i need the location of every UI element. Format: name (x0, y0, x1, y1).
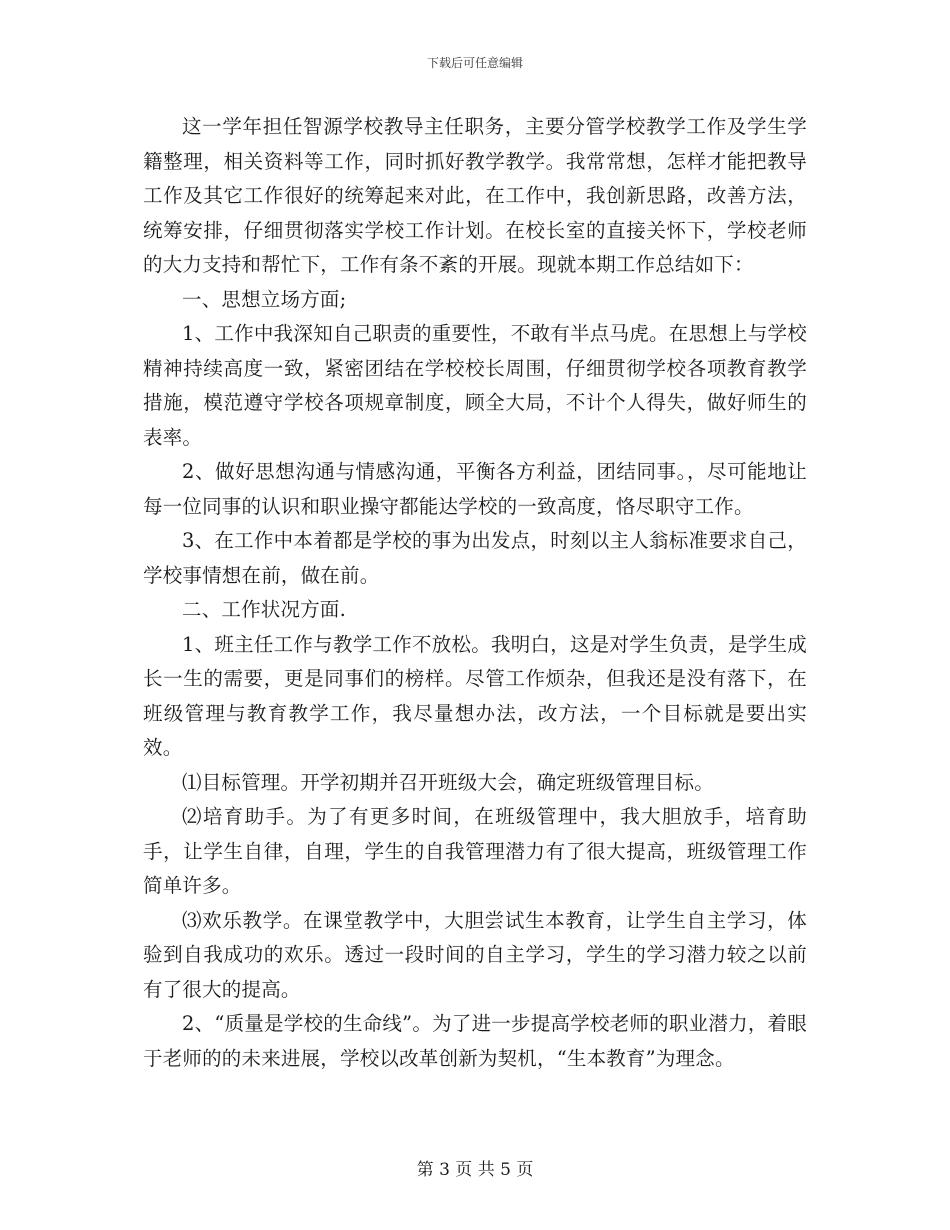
page-header: 下载后可任意编辑 (426, 56, 523, 70)
paragraph-ideology-1: 1、工作中我深知自己职责的重要性，不敢有半点马虎。在思想上与学校精神持续高度一致，紧密团结在学校校长周围，仔细贯彻学校各项教育教学措施，模范遵守学校各项规章制度，顾全大局，不计个人得失，做好师生的表率。 (143, 322, 807, 449)
paragraph-ideology-3: 3、在工作中本着都是学校的事为出发点，时刻以主人翁标准要求自己，学校事情想在前，做在前。 (143, 529, 807, 587)
paragraph-work-1-item-3: ⑶欢乐教学。在课堂教学中，大胆尝试生本教育，让学生自主学习，体验到自我成功的欢乐。透过一段时间的自主学习，学生的学习潜力较之以前有了很大的提高。 (143, 908, 807, 1001)
paragraph-intro: 这一学年担任智源学校教导主任职务，主要分管学校教学工作及学生学籍整理，相关资料等工作，同时抓好教学教学。我常常想，怎样才能把教导工作及其它工作很好的统筹起来对此，在工作中，我创新思路，改善方法，统筹安排，仔细贯彻落实学校工作计划。在校长室的直接关怀下，学校老师的大力支持和帮忙下，工作有条不紊的开展。现就本期工作总结如下： (143, 115, 807, 276)
section-heading-work: 二、工作状况方面. (182, 598, 346, 621)
paragraph-work-1-item-2: ⑵培育助手。为了有更多时间，在班级管理中，我大胆放手，培育助手，让学生自律，自理，学生的自我管理潜力有了很大提高，班级管理工作简单许多。 (143, 805, 807, 897)
paragraph-work-1-item-1: ⑴目标管理。开学初期并召开班级大会，确定班级管理目标。 (182, 770, 714, 794)
page-number: 第 3 页 共 5 页 (416, 1160, 534, 1180)
paragraph-work-1: 1、班主任工作与教学工作不放松。我明白，这是对学生负责，是学生成长一生的需要，更是同事们的榜样。尽管工作烦杂，但我还是没有落下，在班级管理与教育教学工作，我尽量想办法，改方法，一个目标就是要出实效。 (143, 632, 807, 759)
document-body (143, 110, 807, 1076)
paragraph-work-2: 2、“质量是学校的生命线”。为了进一步提高学校老师的职业潜力，着眼于老师的的未来进展，学校以改革创新为契机，“生本教育”为理念。 (143, 1012, 807, 1070)
paragraph-ideology-2: 2、做好思想沟通与情感沟通，平衡各方利益，团结同事。，尽可能地让每一位同事的认识和职业操守都能达学校的一致高度，恪尽职守工作。 (143, 460, 807, 518)
section-heading-ideology: 一、思想立场方面; (182, 287, 347, 311)
page-footer (0, 1155, 950, 1180)
